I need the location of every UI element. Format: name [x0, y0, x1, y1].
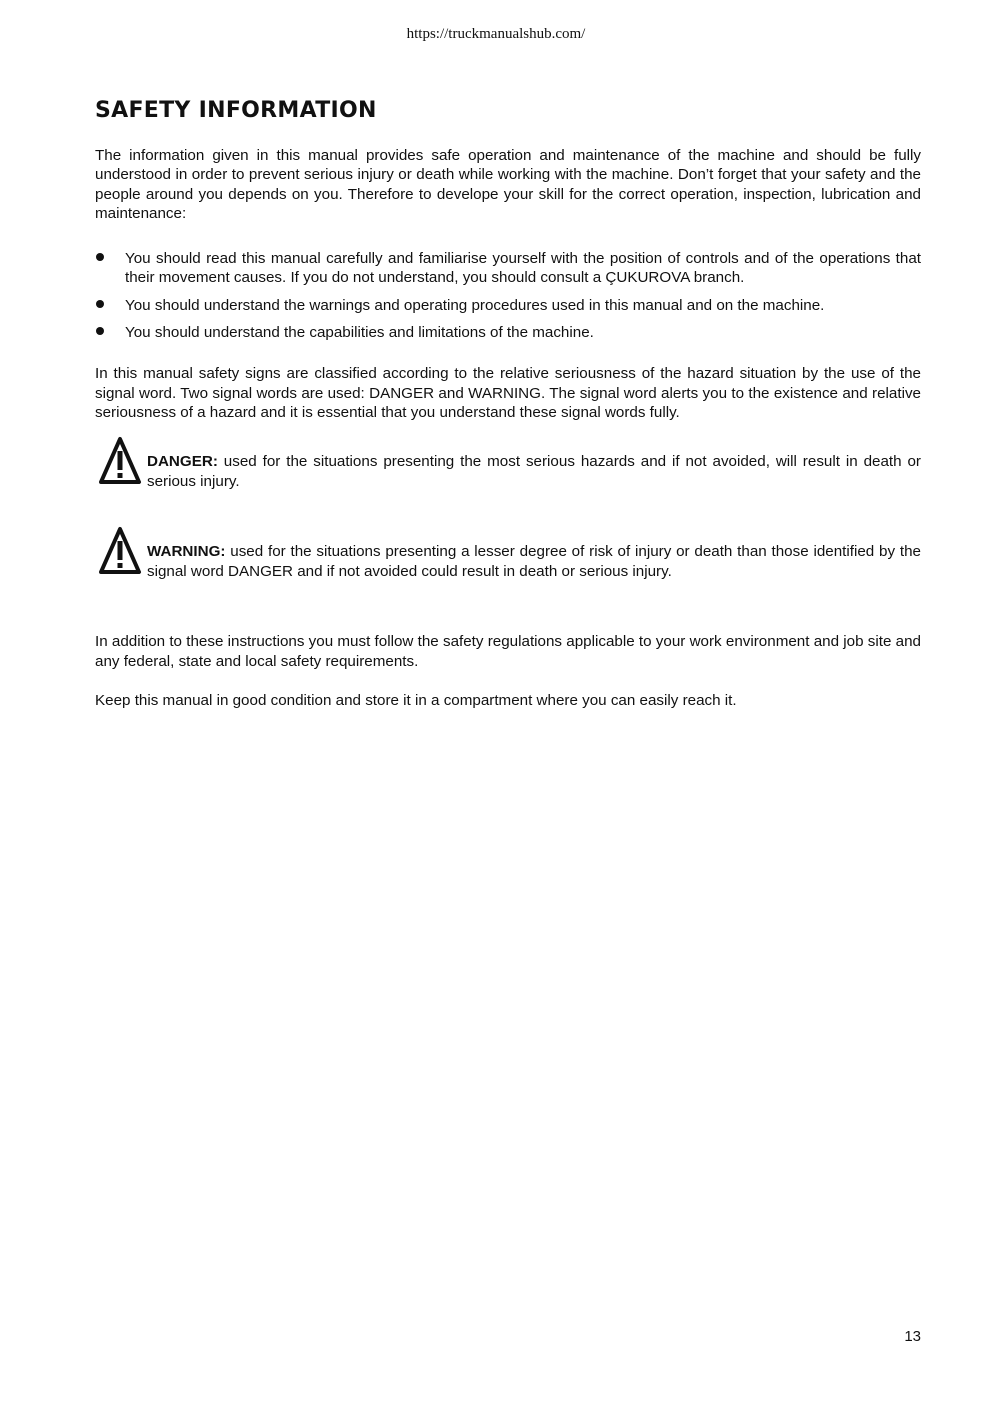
warning-triangle-icon [98, 436, 142, 486]
page-title: SAFETY INFORMATION [95, 98, 377, 123]
list-item [95, 249, 921, 288]
danger-notice [95, 452, 921, 504]
danger-text: used for the situations presenting the most serious hazards and if not avoided, will result in death or serious injury. [147, 453, 921, 490]
bullet-icon [96, 253, 104, 261]
page-number: 13 [904, 1328, 921, 1345]
document-body [95, 96, 921, 710]
danger-label: DANGER: [147, 453, 218, 471]
list-item-text: You should understand the warnings and operating procedures used in this manual and on the machine. [125, 296, 825, 314]
site-url: https://truckmanualshub.com/ [406, 26, 586, 42]
list-item [95, 296, 921, 315]
list-item-text: You should understand the capabilities and limitations of the machine. [125, 324, 594, 342]
warning-notice [95, 542, 921, 594]
warning-text: used for the situations presenting a lesser degree of risk of injury or death than those identified by the signal word DANGER and if not avoided could result in death or serious injury. [147, 543, 921, 580]
list-item [95, 323, 921, 342]
keep-manual-paragraph: Keep this manual in good condition and store it in a compartment where you can easily reach it. [95, 691, 737, 709]
list-item-text: You should read this manual carefully and familiarise yourself with the position of controls and of the operations that their movement causes. If you do not understand, you should consult a ÇUKUROVA branch. [125, 250, 921, 287]
warning-label: WARNING: [147, 543, 226, 561]
bullet-icon [96, 327, 104, 335]
warning-triangle-icon [98, 526, 142, 576]
instruction-list [95, 249, 921, 342]
signal-words-paragraph: In this manual safety signs are classified according to the relative seriousness of the hazard situation by the use of the signal word. Two signal words are used: DANGER and WARNING. The signal word alerts you to the existence and relative seriousness of a hazard and it is essential that you understand these signal words fully. [95, 365, 921, 421]
addition-paragraph: In addition to these instructions you must follow the safety regulations applicable to your work environment and job site and any federal, state and local safety requirements. [95, 633, 921, 670]
intro-paragraph: The information given in this manual provides safe operation and maintenance of the machine and should be fully understood in order to prevent serious injury or death while working with the machine. Don’t forget that your safety and the people around you depends on you. Therefore to develope your skill for the correct operation, inspection, lubrication and maintenance: [95, 147, 921, 222]
bullet-icon [96, 300, 104, 308]
